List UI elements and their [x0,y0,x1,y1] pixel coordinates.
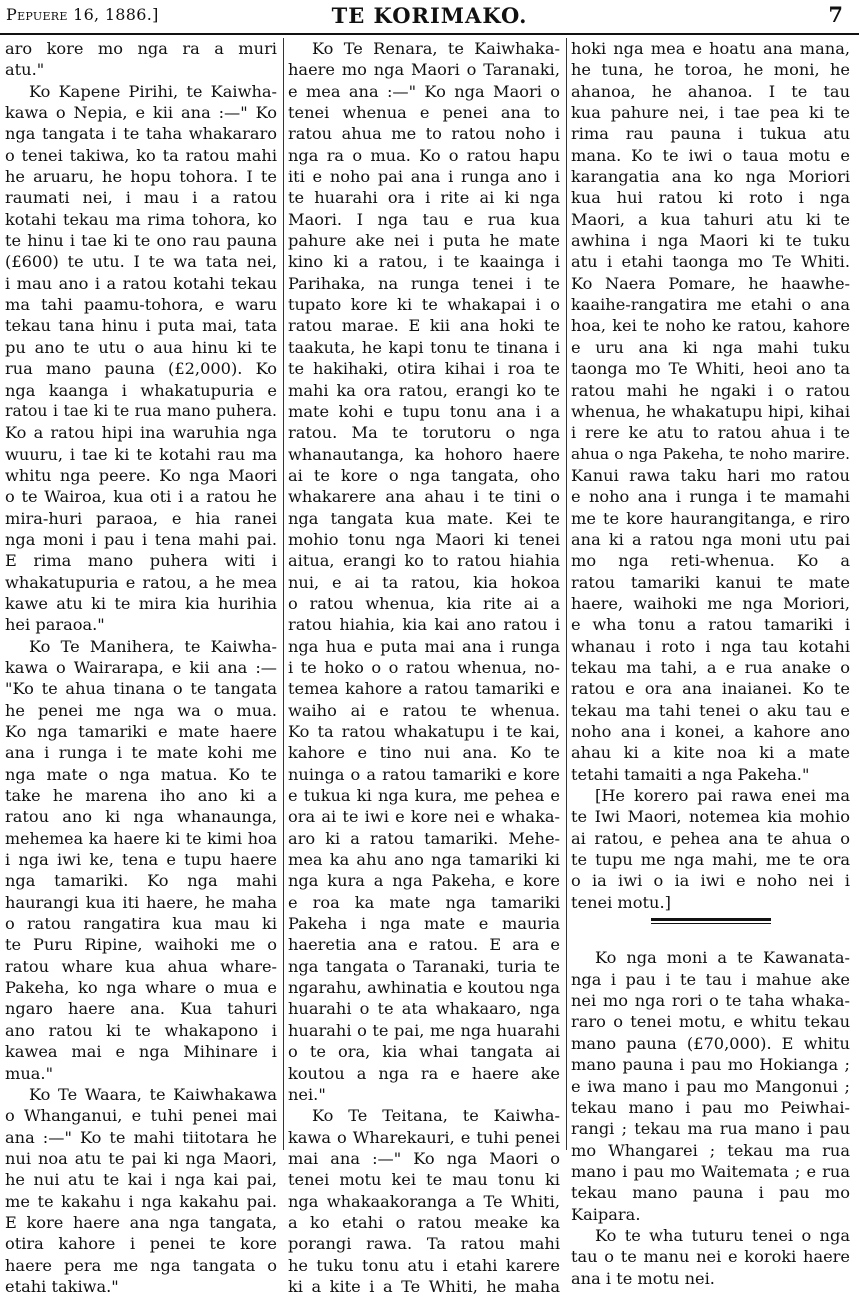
text-line: ma tahi paamu-tohora, e waru [5,295,277,315]
text-line: te tupu me nga mahi, me te ora [571,850,850,870]
text-line: ahau ki a kite noa ki a mate [571,743,850,763]
text-line: whakarere ana ahau i te tini o [288,487,560,507]
text-line: o te ora, kia whai tangata ai [288,1042,560,1062]
text-column-1 [5,38,277,1296]
text-line: ana i runga i te mate kohi me [5,743,277,763]
text-line: kawa o Wairarapa, e kii ana :— [5,657,277,677]
text-line: te hinu i tae ki te ono rau pauna [5,231,277,251]
text-line: kua hui ratou ki roto i nga [571,188,850,208]
text-line: Ko Te Waara, te Kaiwhakawa [29,1084,277,1104]
text-line: tenei motu kei te mau tonu ki [288,1170,560,1190]
text-line: Pakeha, ko nga whare o mua e [5,978,277,998]
text-line: Ko Te Teitana, te Kaiwha- [312,1106,560,1126]
text-line: nga tamariki. Ko nga mahi [5,871,277,891]
section-separator [571,913,850,926]
text-line: haere pera me nga tangata o [5,1255,277,1275]
text-line: e uru ana ki nga mahi tuku [571,337,850,357]
text-line: i nga iwi ke, tena e tupu haere [5,850,277,870]
text-line: tekau tana hinu i puta mai, tata [5,316,277,336]
text-line [571,926,850,947]
text-line: i rere ke atu to ratou ahua i te [571,423,850,443]
text-line: te huarahi ora i rite ai ki nga [288,188,560,208]
text-line: rua mano pauna (£2,000). Ko [5,359,277,379]
text-line: kawe atu ki te mira kia hurihia [5,593,277,613]
text-line: he tuna, he toroa, he moni, he [571,60,850,80]
text-line: i te hoko o o ratou whenua, no- [288,657,560,677]
text-line: ratou hiahia, kia kai ano ratou i [288,615,560,635]
text-line: taakuta, he kapi tonu te tinana i [288,337,560,357]
text-line: aitua, erangi ko to ratou hiahia [288,551,560,571]
text-line: mua." [5,1063,54,1083]
text-line: nuinga o a ratou tamariki e kore [288,764,560,784]
column-divider [566,38,567,1150]
text-line: nga whakaakoranga a Te Whiti, [288,1191,560,1211]
text-line: atu." [5,60,45,80]
text-line: waiho ai e ratou te whenua. [288,700,560,720]
text-line: [He korero pai rawa enei ma [595,786,850,806]
text-line: Ko ta ratou whakatupu i te kai, [288,722,560,741]
text-line: koutou a nga ra e haere ake [288,1063,560,1083]
header-rule [0,33,859,35]
column-divider [283,38,284,1150]
text-line: Ko Te Manihera, te Kaiwha- [29,636,277,656]
text-line: wuuru, i tae ki te kotahi rau ma [5,444,277,464]
text-line: mehemea ka haere ki te kimi hoa [5,828,277,848]
text-line: mo Whangarei ; tekau ma rua [571,1140,850,1160]
text-line: ratou marae. E kii ana hoki te [288,316,560,336]
text-line: tetahi tamaiti a nga Pakeha." [571,764,810,784]
text-line: kino ki a ratou, i te kaainga i [288,252,560,272]
text-line: whanau i roto i nga tau kotahi [571,636,850,656]
text-line: "Ko te ahua tinana o te tangata [5,679,277,699]
text-line: (£600) te utu. I te wa tata nei, [5,252,277,272]
text-line: nui, e ai ta ratou, kia hokoa [288,572,560,592]
text-line: take he marena iho ano ki a [5,786,277,806]
text-line: whanautanga, ka hohoro haere [288,444,560,464]
text-line: ratou. Ma te torutoru o nga [288,423,560,443]
text-line: raumati nei, i mau i a ratou [5,188,277,208]
text-line: te Iwi Maori, notemea kia mohio [571,807,850,827]
page-number: 7 [828,2,843,27]
text-line: tupato kore ki te whakapai i o [288,295,560,315]
text-line: ahua o nga Pakeha, te noho marire. [571,444,850,463]
text-line: o tenei takiwa, ko ta ratou mahi [5,145,277,165]
text-line: ana ki a ratou nga moni utu pai [571,529,850,549]
text-column-3 [571,38,850,1288]
text-line: nga tangata o Taranaki, turia te [288,956,560,976]
text-line: i mau ano i a ratou kotahi tekau [5,273,277,293]
text-line: e roa ka mate nga tamariki [288,892,560,912]
text-line: ora ai te iwi e kore nei e whaka- [288,807,560,827]
text-line: tenei whenua e penei ana to [288,103,560,123]
text-line: taonga mo Te Whiti, heoi ano ta [571,359,850,379]
text-line: ratou ahua me to ratou noho i [288,124,560,144]
text-column-2 [288,38,560,1296]
text-line: mano pauna (£70,000). E whitu [571,1033,850,1053]
text-line: o ia iwi o ia iwi e noho nei i [571,871,850,891]
text-line: whakatupuria e ratou, a he mea [5,572,277,592]
text-line: iti e noho pai ana i runga ano i [288,167,560,187]
text-line: awhina i nga Maori ki te tuku [571,231,850,251]
text-line: ratou mahi he ngaki i o ratou [571,380,850,400]
text-line: mate kohi e tupu tonu ana i a [288,401,560,421]
text-line: tenei motu.] [571,892,671,912]
text-line: ana i te motu nei. [571,1268,715,1288]
text-line: Ko te wha tuturu tenei o nga [595,1225,850,1245]
text-line: mahi ka ora ratou, erangi ko te [288,380,560,400]
text-line: etahi takiwa." [5,1276,119,1296]
text-line: whitu nga peere. Ko nga Maori [5,465,277,485]
text-line: ratou whare kua ahua whare- [5,956,277,976]
text-line: kawa o Wharekauri, e tuhi penei [288,1127,560,1147]
text-line: ratou e ora ana inaianei. Ko te [571,679,850,699]
text-line: kawea mai e nga Mihinare i [5,1042,277,1062]
text-line: he penei me nga wa o mua. [5,700,277,720]
text-line: ai ratou, e pehea ana te ahua o [571,828,850,848]
text-line: nga kura a nga Pakeha, e kore [288,871,560,891]
text-line: he tuku tonu atu i etahi karere [288,1255,560,1275]
text-line: temea kahore a ratou tamariki e [288,679,560,699]
text-line: Parihaka, na runga tenei i te [288,273,560,293]
text-line: he nui atu te kai i nga kai pai, [5,1170,277,1190]
text-line: nga mate o nga matua. Ko te [5,764,277,784]
text-line: haurangi kua iti haere, he maha [5,892,277,912]
text-line: Ko Kapene Pirihi, te Kaiwha- [29,81,277,101]
text-line: noho ana i konei, a kahore ano [571,722,850,741]
text-line: pu ano te utu o aua hinu ki te [5,337,277,357]
text-line: nga tangata kua mate. Kei te [288,508,560,528]
text-line: Pakeha i nga mate e mauria [288,914,560,934]
text-line: ano ratou ki te whakapono i [5,1020,277,1040]
text-line: ngarahu, awhinatia e koutou nga [288,978,560,998]
text-line: o ratou whenua, kia rite ai a [288,593,560,613]
text-line: Ko Naera Pomare, he haawhe- [571,273,850,293]
text-line: atu i etahi taonga mo Te Whiti. [571,252,850,272]
text-line: ai te kore o nga tangata, oho [288,465,560,485]
text-line: kaaihe-rangatira me etahi o ana [571,295,850,315]
text-line: me te kore haurangitanga, e riro [571,508,850,528]
text-line: ahanoa, he ahanoa. I te tau [571,81,850,101]
text-line: e iwa mano i pau mo Mangonui ; [571,1076,850,1096]
issue-date: Pepuere 16, 1886.] [6,5,159,24]
text-line: a ko etahi o ratou meake ka [288,1212,560,1232]
text-line: kawa o Nepia, e kii ana :—" Ko [5,103,277,123]
text-line: mea ka ahu ano nga tamariki ki [288,850,560,870]
text-line: mira-huri paraoa, e hia ranei [5,508,277,528]
text-line: ngaro haere ana. Kua tahuri [5,999,277,1019]
text-line: tekau mano pauna i pau mo [571,1183,850,1203]
text-line: nga tangata i te taha whakararo [5,124,277,144]
page-header [0,0,859,34]
text-line: tekau mano i pau mo Peiwhai- [571,1097,850,1117]
text-line: aro kore mo nga ra a muri [5,39,277,58]
text-line: tekau ma tahi, a e rua anake o [571,657,850,677]
text-line: porangi rawa. Ta ratou mahi [288,1234,560,1254]
text-line: aro ki a ratou tamariki. Mehe- [288,828,560,848]
text-line: ana :—" Ko te mahi tiitotara he [5,1127,277,1147]
text-line: kotahi tekau ma rima tohora, ko [5,209,277,229]
text-line: E kore haere ana nga tangata, [5,1212,277,1232]
text-line: me te kakahu i nga kakahu pai. [5,1191,277,1211]
text-line: nui noa atu te pai ki nga Maori, [5,1148,277,1168]
text-line: karangatia ana ko nga Moriori [571,167,850,187]
text-line: nga kaanga i whakatupuria e [5,380,277,400]
text-line: hoa, kei te noho ke ratou, kahore [571,316,850,336]
text-line: ratou i tae ki te rua mano puhera. [5,401,277,420]
text-line: o Whanganui, e tuhi penei mai [5,1106,277,1126]
text-line: mano i pau mo Waitemata ; e rua [571,1161,850,1181]
text-line: Maori, a kua tahuri atu ki te [571,209,850,229]
text-line: Ko a ratou hipi ina waruhia nga [5,423,277,443]
text-line: kahore e tino nui ana. Ko te [288,743,560,763]
text-line: nga ra o mua. Ko o ratou hapu [288,145,560,165]
text-line: e mea ana :—" Ko nga Maori o [288,81,560,101]
text-line: Kaipara. [571,1204,641,1224]
text-line: pahure ake nei i puta he mate [288,231,560,251]
text-line: E rima mano puhera witi i [5,551,277,571]
text-line: Maori. I nga tau e rua kua [288,209,560,229]
text-line: he aruaru, he hopu tohora. I te [5,167,277,187]
text-line: e wha tonu a ratou tamariki i [571,615,850,635]
text-line: nga i pau i te tau i mahue ake [571,969,850,989]
text-line: tau o te manu nei e koroki haere [571,1247,850,1267]
text-line: mo nga reti-whenua. Ko a [571,551,850,571]
text-line: huarahi o te pai, me nga huarahi [288,1020,560,1040]
text-line: raro o tenei motu, e whitu tekau [571,1012,850,1032]
text-line: nga moni i pau i tena mahi pai. [5,529,277,549]
text-line: nei." [288,1084,326,1104]
text-line: Ko Te Renara, te Kaiwhaka- [312,39,560,58]
text-line: ki a kite i a Te Whiti, he maha [288,1276,560,1296]
text-line: nei mo nga rori o te taha whaka- [571,991,850,1011]
text-line: Ko nga moni a te Kawanata- [595,948,850,968]
text-line: huarahi o te ata whakaaro, nga [288,999,560,1019]
text-line: nga hua e puta mai ana i runga [288,636,560,656]
text-line: ratou ano ki nga whanaunga, [5,807,277,827]
text-line: kua pahure nei, i tae pea ki te [571,103,850,123]
text-line: Kanui rawa taku hari mo ratou [571,465,850,485]
text-line: Ko nga tamariki e mate haere [5,722,277,741]
text-line: haere mo nga Maori o Taranaki, [288,60,560,80]
text-line: haeretia ana e ratou. E ara e [288,935,560,955]
text-line: te hakihaki, otira kihai i roa te [288,359,560,379]
masthead-title: TE KORIMAKO. [331,3,528,28]
text-line: mai ana :—" Ko nga Maori o [288,1148,560,1168]
text-line: hei paraoa." [5,615,105,635]
text-line: rima rau pauna i tukua atu [571,124,850,144]
text-line: o ratou rangatira kua mau ki [5,914,277,934]
text-line: mana. Ko te iwi o taua motu e [571,145,850,165]
text-line: ratou tamariki kanui te mate [571,572,850,592]
text-line: rangi ; tekau ma rua mano i pau [571,1119,850,1139]
text-line: o te Wairoa, kua oti i a ratou he [5,487,277,507]
text-line: te Puru Ripine, waihoki me o [5,935,277,955]
text-line: haere, waihoki me nga Moriori, [571,593,850,613]
text-line: otira kahore i penei te kore [5,1234,277,1254]
text-line: mano pauna i pau mo Hokianga ; [571,1055,850,1075]
text-line: whenua, he whakatupu hipi, kihai [571,401,850,421]
text-line: mohio tonu nga Maori ki tenei [288,529,560,549]
text-line: e noho ana i runga i te mamahi [571,487,850,507]
text-line: tekau ma tahi tenei o aku tau e [571,700,850,720]
text-line: hoki nga mea e hoatu ana mana, [571,39,850,58]
text-line: e tukua ki nga kura, me pehea e [288,786,560,806]
